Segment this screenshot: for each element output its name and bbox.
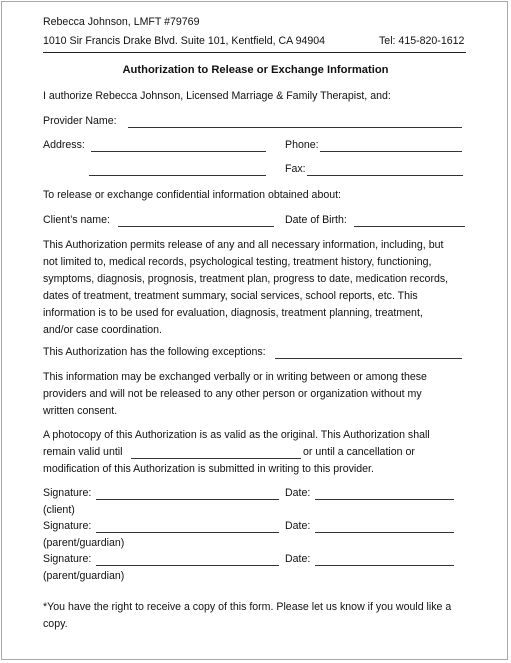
provider-name-label: Provider Name:: [43, 115, 117, 127]
phone-field[interactable]: [320, 151, 462, 152]
clients-name-field[interactable]: [118, 226, 274, 227]
signature-label: Signature:: [43, 487, 92, 499]
guardian-1-signature-field[interactable]: [96, 532, 279, 533]
photocopy-text: A photocopy of this Authorization is as valid as the original. This Authorization shall: [43, 429, 430, 441]
exchange-paragraph: [43, 369, 467, 420]
signer-role: (parent/guardian): [43, 570, 125, 582]
fax-field[interactable]: [307, 175, 463, 176]
paragraph-line: dates of treatment, treatment summary, social services, school reports, etc. This: [43, 289, 418, 302]
date-label: Date:: [285, 520, 311, 532]
therapist-name: Rebecca Johnson, LMFT #79769: [43, 16, 200, 28]
client-signature-field[interactable]: [96, 499, 279, 500]
date-of-birth-label: Date of Birth:: [285, 214, 347, 226]
paragraph-line: written consent.: [43, 404, 118, 417]
footnote-line: copy.: [43, 617, 68, 630]
address-label: Address:: [43, 139, 85, 151]
date-of-birth-field[interactable]: [354, 226, 465, 227]
guardian-2-signature-field[interactable]: [96, 565, 279, 566]
date-label: Date:: [285, 553, 311, 565]
office-address: 1010 Sir Francis Drake Blvd. Suite 101, Kentfield, CA 94904: [43, 35, 326, 47]
phone-label: Phone:: [285, 139, 319, 151]
paragraph-line: This information may be exchanged verbally or in writing between or among these: [43, 371, 427, 383]
paragraph-line: This Authorization permits release of any and all necessary information, including, but: [43, 239, 444, 251]
signature-label: Signature:: [43, 553, 92, 565]
date-label: Date:: [285, 487, 311, 499]
signer-role: (parent/guardian): [43, 537, 125, 549]
remain-valid-label: remain valid until: [43, 446, 123, 458]
address-field[interactable]: [91, 151, 266, 152]
authorize-text: I authorize Rebecca Johnson, Licensed Marriage & Family Therapist, and:: [43, 90, 391, 102]
client-date-field[interactable]: [315, 499, 454, 500]
paragraph-line: providers and will not be released to any other person or organization without my: [43, 387, 422, 400]
header-divider: [43, 52, 466, 53]
clients-name-label: Client’s name:: [43, 214, 110, 226]
paragraph-line: information is to be used for evaluation, diagnosis, treatment planning, treatment,: [43, 306, 423, 319]
footnote: [43, 599, 473, 633]
modification-text: modification of this Authorization is submitted in writing to this provider.: [43, 463, 374, 475]
release-about-text: To release or exchange confidential information obtained about:: [43, 189, 342, 201]
fax-label: Fax:: [285, 163, 306, 175]
address-field-line-2[interactable]: [89, 175, 266, 176]
exceptions-label: This Authorization has the following exceptions:: [43, 346, 266, 358]
paragraph-line: not limited to, medical records, psychological testing, treatment history, functioning,: [43, 255, 432, 268]
permits-paragraph: [43, 237, 467, 338]
or-until-text: or until a cancellation or: [303, 446, 415, 458]
paragraph-line: and/or case coordination.: [43, 323, 162, 336]
office-phone: Tel: 415-820-1612: [379, 35, 465, 47]
guardian-1-date-field[interactable]: [315, 532, 454, 533]
signature-label: Signature:: [43, 520, 92, 532]
form-title: Authorization to Release or Exchange Information: [122, 64, 389, 76]
signer-role: (client): [43, 504, 75, 516]
guardian-2-date-field[interactable]: [315, 565, 454, 566]
paragraph-line: symptoms, diagnosis, prognosis, treatment plan, progress to date, medication records,: [43, 272, 449, 285]
valid-until-field[interactable]: [131, 458, 301, 459]
provider-name-field[interactable]: [128, 127, 462, 128]
exceptions-field[interactable]: [275, 358, 462, 359]
footnote-line: *You have the right to receive a copy of this form. Please let us know if you would like a: [43, 601, 452, 613]
